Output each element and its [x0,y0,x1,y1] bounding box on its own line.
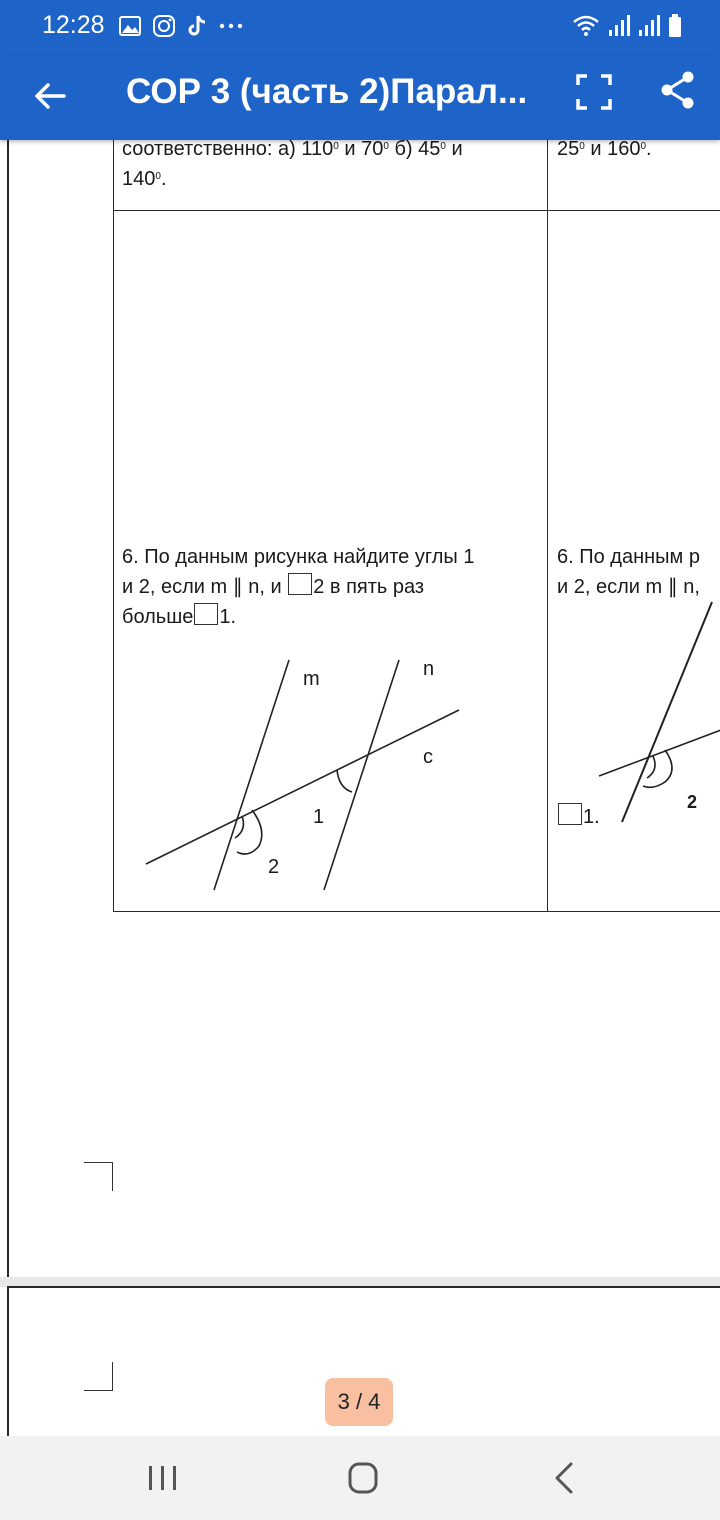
wifi-icon [572,14,600,38]
right-angle-ref-text: 1. [583,806,600,828]
task-6-right-line-1: 6. По данным р [557,546,700,568]
document-page-3 [7,140,720,1279]
label-right-2: 2 [687,792,698,812]
task-6-line-3b: 1. [219,606,237,628]
tiktok-icon [186,14,208,38]
status-bar [0,0,720,56]
label-c: c [423,746,433,768]
answer-line-2: 140 [122,168,156,190]
answer-right-b: и 160 [584,140,641,160]
line-right-a [622,602,712,822]
task-6-line-2b: 2 в пять раз [313,576,425,598]
home-icon[interactable] [341,1460,385,1496]
degree-mark: 0 [155,171,161,182]
battery-icon [668,14,682,38]
signal-icon-1 [608,14,630,38]
signal-icon-2 [638,14,660,38]
fullscreen-icon[interactable] [576,74,612,110]
task-6-line-1: 6. По данным рисунка найдите углы 1 [122,546,475,568]
angle-arc-1 [337,770,352,792]
more-notifications-icon [218,22,244,30]
document-title: СОР 3 (часть 2)Парал... [126,72,528,111]
right-angle-ref [557,802,600,832]
label-1: 1 [313,806,325,828]
gallery-icon [118,15,142,37]
answer-line-1a: соответственно: а) 110 [122,140,334,160]
crop-mark [84,1162,113,1191]
table-border-bottom [113,911,720,912]
back-nav-icon[interactable] [543,1460,587,1496]
transversal-c [146,710,459,864]
answer-right-a: 25 [557,140,580,160]
parallel-lines-figure [9,140,549,910]
task-6-line-3a: больше [122,606,194,628]
degree-mark: 0 [640,141,647,152]
share-icon[interactable] [660,70,696,110]
crop-mark [84,1362,113,1391]
answer-line-1b: и 70 [338,140,384,160]
answer-line-1c: б) 45 [388,140,441,160]
instagram-icon [152,14,176,38]
answer-line-1d: и [445,140,463,160]
status-time: 12:28 [42,11,105,39]
degree-mark: 0 [383,141,389,152]
page-indicator: 3 / 4 [325,1378,393,1426]
line-n [324,660,399,890]
label-2: 2 [268,856,280,878]
period: . [160,168,167,190]
label-n: n [423,658,435,680]
document-viewer[interactable] [0,140,720,1436]
task-6-right-line-2: и 2, если m ∥ n, [557,576,700,598]
recent-apps-icon[interactable] [141,1460,185,1496]
angle-arc-right-outer [643,750,672,787]
degree-mark: 0 [440,141,446,152]
task-6-line-2a: и 2, если m ∥ n, и [122,576,288,598]
back-arrow-icon[interactable] [30,76,70,116]
angle-symbol-box [558,803,582,825]
degree-mark: 0 [579,141,585,152]
system-navigation-bar [0,1436,720,1520]
label-m: m [303,668,320,690]
degree-mark: 0 [333,141,339,152]
app-bar [0,56,720,140]
notification-icons [118,14,244,38]
period: . [646,140,652,160]
system-icons [572,14,682,38]
